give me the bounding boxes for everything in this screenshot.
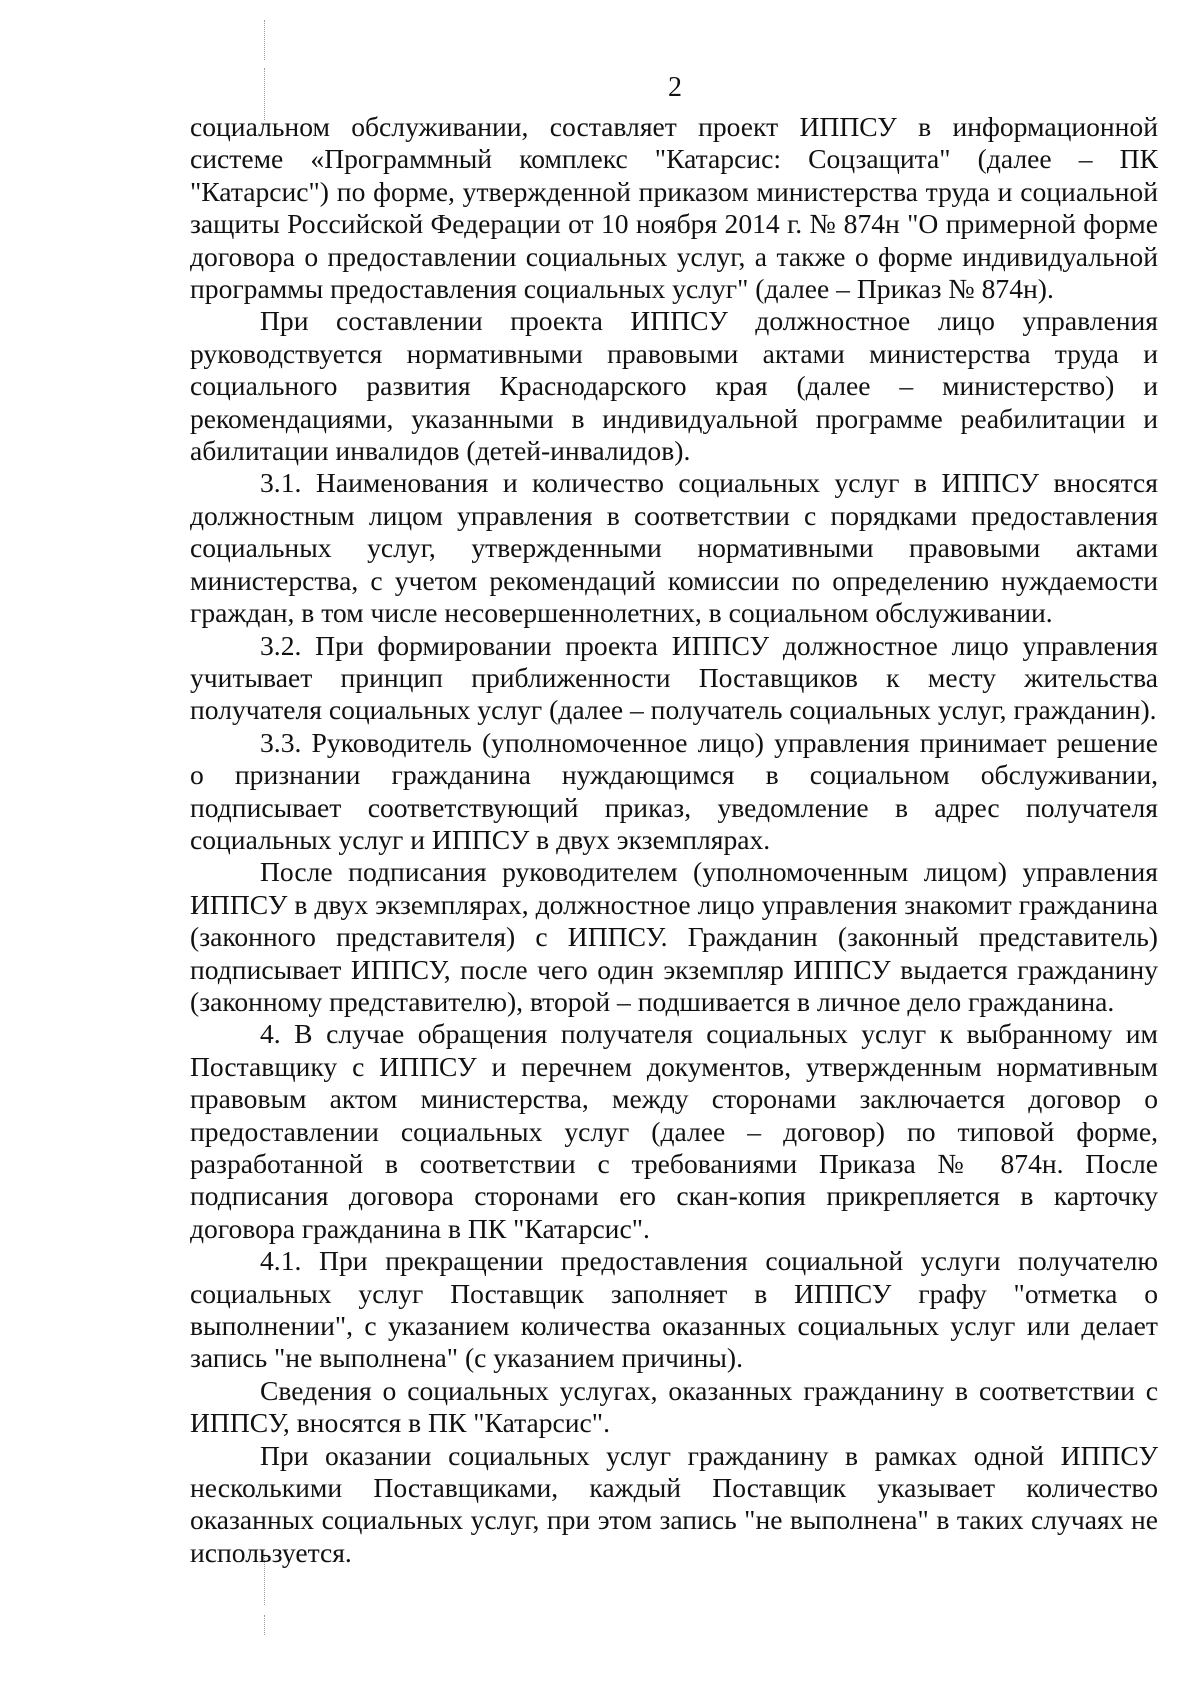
page-number: 2 [668,72,682,103]
paragraph: При оказании социальных услуг гражданину в рамках одной ИППСУ несколькими Поставщиками, каждый Поставщик указывает количество оказанных социальных услуг, при этом запись "не выполнена" в таких случаях не используется. [190,1439,1158,1568]
document-body [190,111,1158,1569]
paragraph-3-2: 3.2. При формировании проекта ИППСУ должностное лицо управления учитывает принцип приближенности Поставщиков к месту жительства получателя социальных услуг (далее – получатель социальных услуг, гражданин). [190,629,1158,726]
paragraph-3-1: 3.1. Наименования и количество социальных услуг в ИППСУ вносятся должностным лицом управления в соответствии с порядками предоставления социальных услуг, утвержденными нормативными правовыми актами министерства, с учетом рекомендаций комиссии по определению нуждаемости граждан, в том числе несовершеннолетних, в социальном обслуживании. [190,467,1158,629]
paragraph-4-1: 4.1. При прекращении предоставления социальной услуги получателю социальных услуг Поставщик заполняет в ИППСУ графу "отметка о выполнении", с указанием количества оказанных социальных услуг или делает запись "не выполнена" (с указанием причины). [190,1245,1158,1374]
paragraph: При составлении проекта ИППСУ должностное лицо управления руководствуется нормативными правовыми актами министерства труда и социального развития Краснодарского края (далее – министерство) и рекомендациями, указанными в индивидуальной программе реабилитации и абилитации инвалидов (детей-инвалидов). [190,305,1158,467]
paragraph-4: 4. В случае обращения получателя социальных услуг к выбранному им Поставщику с ИППСУ и перечнем документов, утвержденным нормативным правовым актом министерства, между сторонами заключается договор о предоставлении социальных услуг (далее – договор) по типовой форме, разработанной в соответствии с требованиями Приказа № 874н. После подписания договора сторонами его скан-копия прикрепляется в карточку договора гражданина в ПК "Катарсис". [190,1018,1158,1244]
paragraph-continuation: социальном обслуживании, составляет проект ИППСУ в информационной системе «Программный комплекс "Катарсис: Соцзащита" (далее – ПК "Катарсис") по форме, утвержденной приказом министерства труда и социальной защиты Российской Федерации от 10 ноября 2014 г. № 874н "О примерной форме договора о предоставлении социальных услуг, а также о форме индивидуальной программы предоставления социальных услуг" (далее – Приказ № 874н). [190,111,1158,305]
paragraph: После подписания руководителем (уполномоченным лицом) управления ИППСУ в двух экземплярах, должностное лицо управления знакомит гражданина (законного представителя) с ИППСУ. Гражданин (законный представитель) подписывает ИППСУ, после чего один экземпляр ИППСУ выдается гражданину (законному представителю), второй – подшивается в личное дело гражданина. [190,856,1158,1017]
scan-artifact-line [264,1615,265,1635]
paragraph-3-3: 3.3. Руководитель (уполномоченное лицо) управления принимает решение о признании гражданина нуждающимся в социальном обслуживании, подписывает соответствующий приказ, уведомление в адрес получателя социальных услуг и ИППСУ в двух экземплярах. [190,726,1158,855]
scan-artifact-line [264,20,265,60]
paragraph: Сведения о социальных услугах, оказанных гражданину в соответствии с ИППСУ, вносятся в ПК "Катарсис". [190,1374,1158,1439]
